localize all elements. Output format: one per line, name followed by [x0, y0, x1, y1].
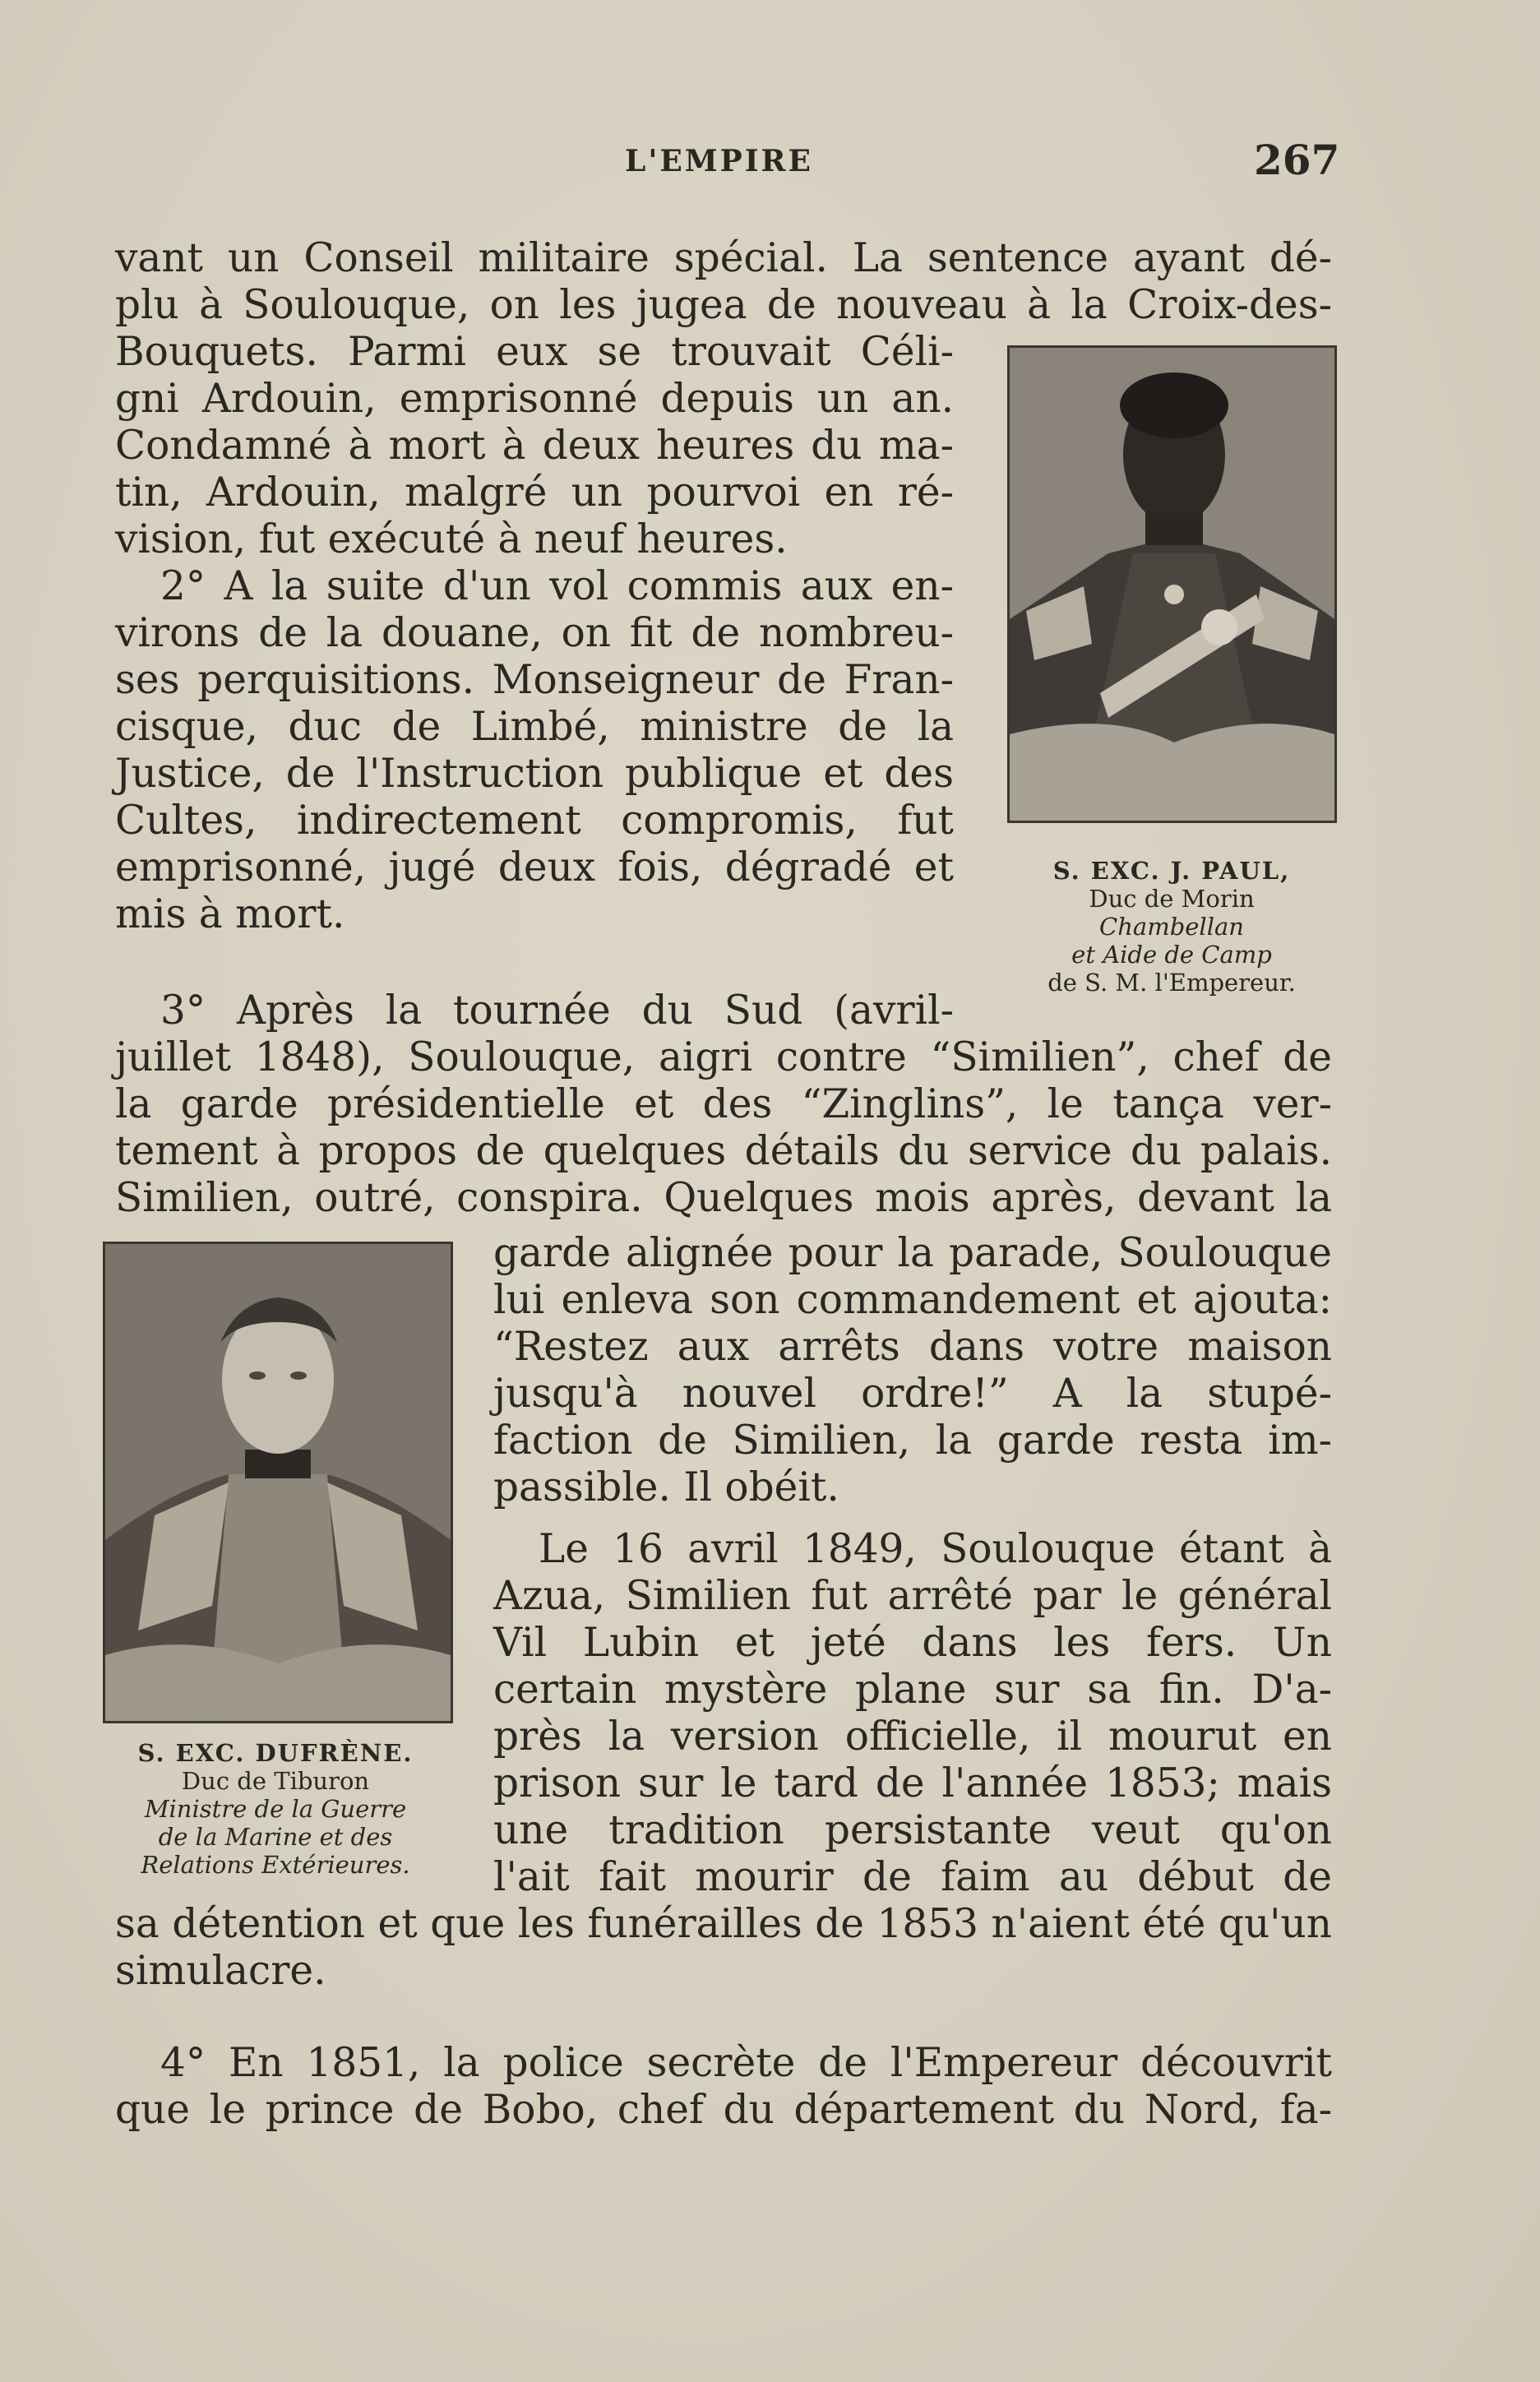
- caption-line: S. EXC. DUFRÈNE.: [137, 1739, 414, 1767]
- caption-line: de S. M. l'Empereur.: [1047, 969, 1296, 997]
- text-line: 4° En 1851, la police secrète de l'Empereur découvrit: [160, 2040, 1332, 2086]
- text-line: simulacre.: [115, 1948, 326, 1994]
- text-line: Bouquets. Parmi eux se trouvait Céli-: [115, 329, 954, 375]
- page-number: 267: [1254, 136, 1340, 184]
- text-line: que le prince de Bobo, chef du département du Nord, fa-: [115, 2087, 1332, 2133]
- text-line: mis à mort.: [115, 891, 345, 937]
- text-line: prison sur le tard de l'année 1853; mais: [493, 1760, 1332, 1806]
- caption-line: Relations Extérieures.: [141, 1851, 410, 1879]
- text-line: emprisonné, jugé deux fois, dégradé et: [115, 844, 954, 890]
- text-line: 3° Après la tournée du Sud (avril-: [160, 987, 954, 1034]
- text-line: passible. Il obéit.: [493, 1464, 839, 1510]
- portrait-j-paul: [1007, 345, 1337, 823]
- text-line: tin, Ardouin, malgré un pourvoi en ré-: [115, 469, 954, 516]
- page-header: [0, 136, 1540, 193]
- text-line: près la version officielle, il mourut en: [493, 1714, 1332, 1760]
- text-line: ses perquisitions. Monseigneur de Fran-: [115, 657, 954, 703]
- text-line: “Restez aux arrêts dans votre maison: [493, 1324, 1332, 1370]
- text-line: gni Ardouin, emprisonné depuis un an.: [115, 376, 954, 422]
- portrait-dufrene-image: [105, 1244, 451, 1721]
- caption-line: Duc de Tiburon: [181, 1767, 370, 1795]
- portrait-j-paul-image: [1010, 348, 1334, 821]
- caption-line: de la Marine et des: [158, 1823, 393, 1851]
- text-line: Condamné à mort à deux heures du ma-: [115, 423, 954, 469]
- text-line: sa détention et que les funérailles de 1853 n'aient été qu'un: [115, 1901, 1332, 1947]
- caption-dufrene: [90, 1739, 460, 1879]
- text-line: une tradition persistante veut qu'on: [493, 1807, 1332, 1853]
- text-line: jusqu'à nouvel ordre!” A la stupé-: [493, 1371, 1332, 1417]
- text-line: cisque, duc de Limbé, ministre de la: [115, 704, 954, 750]
- running-head: L'EMPIRE: [625, 144, 813, 178]
- text-line: Justice, de l'Instruction publique et des: [115, 751, 954, 797]
- text-line: vant un Conseil militaire spécial. La sentence ayant dé-: [115, 235, 1332, 281]
- text-line: tement à propos de quelques détails du service du palais.: [115, 1128, 1332, 1174]
- text-line: la garde présidentielle et des “Zinglins”, le tança ver-: [115, 1081, 1332, 1127]
- text-line: juillet 1848), Soulouque, aigri contre “Similien”, chef de: [115, 1034, 1332, 1080]
- text-line: lui enleva son commandement et ajouta:: [493, 1277, 1332, 1323]
- text-line: faction de Similien, la garde resta im-: [493, 1418, 1332, 1464]
- text-line: Azua, Similien fut arrêté par le général: [493, 1573, 1332, 1619]
- text-line: Similien, outré, conspira. Quelques mois après, devant la: [115, 1175, 1332, 1221]
- text-line: certain mystère plane sur sa fin. D'a-: [493, 1667, 1332, 1713]
- caption-j-paul: [983, 857, 1361, 997]
- caption-line: S. EXC. J. PAUL,: [1052, 857, 1291, 885]
- text-line: plu à Soulouque, on les jugea de nouveau à la Croix-des-: [115, 282, 1332, 328]
- caption-line: et Aide de Camp: [1071, 941, 1272, 969]
- text-line: Vil Lubin et jeté dans les fers. Un: [493, 1620, 1332, 1666]
- text-line: Le 16 avril 1849, Soulouque étant à: [539, 1526, 1332, 1572]
- text-line: Cultes, indirectement compromis, fut: [115, 798, 954, 844]
- portrait-dufrene: [103, 1242, 453, 1723]
- text-line: virons de la douane, on fit de nombreu-: [115, 610, 954, 656]
- text-line: l'ait fait mourir de faim au début de: [493, 1854, 1332, 1900]
- text-line: vision, fut exécuté à neuf heures.: [115, 516, 788, 562]
- caption-line: Ministre de la Guerre: [144, 1795, 407, 1823]
- caption-line: Chambellan: [1099, 913, 1244, 941]
- text-line: 2° A la suite d'un vol commis aux en-: [160, 563, 954, 609]
- text-line: garde alignée pour la parade, Soulouque: [493, 1230, 1332, 1276]
- caption-line: Duc de Morin: [1089, 885, 1255, 913]
